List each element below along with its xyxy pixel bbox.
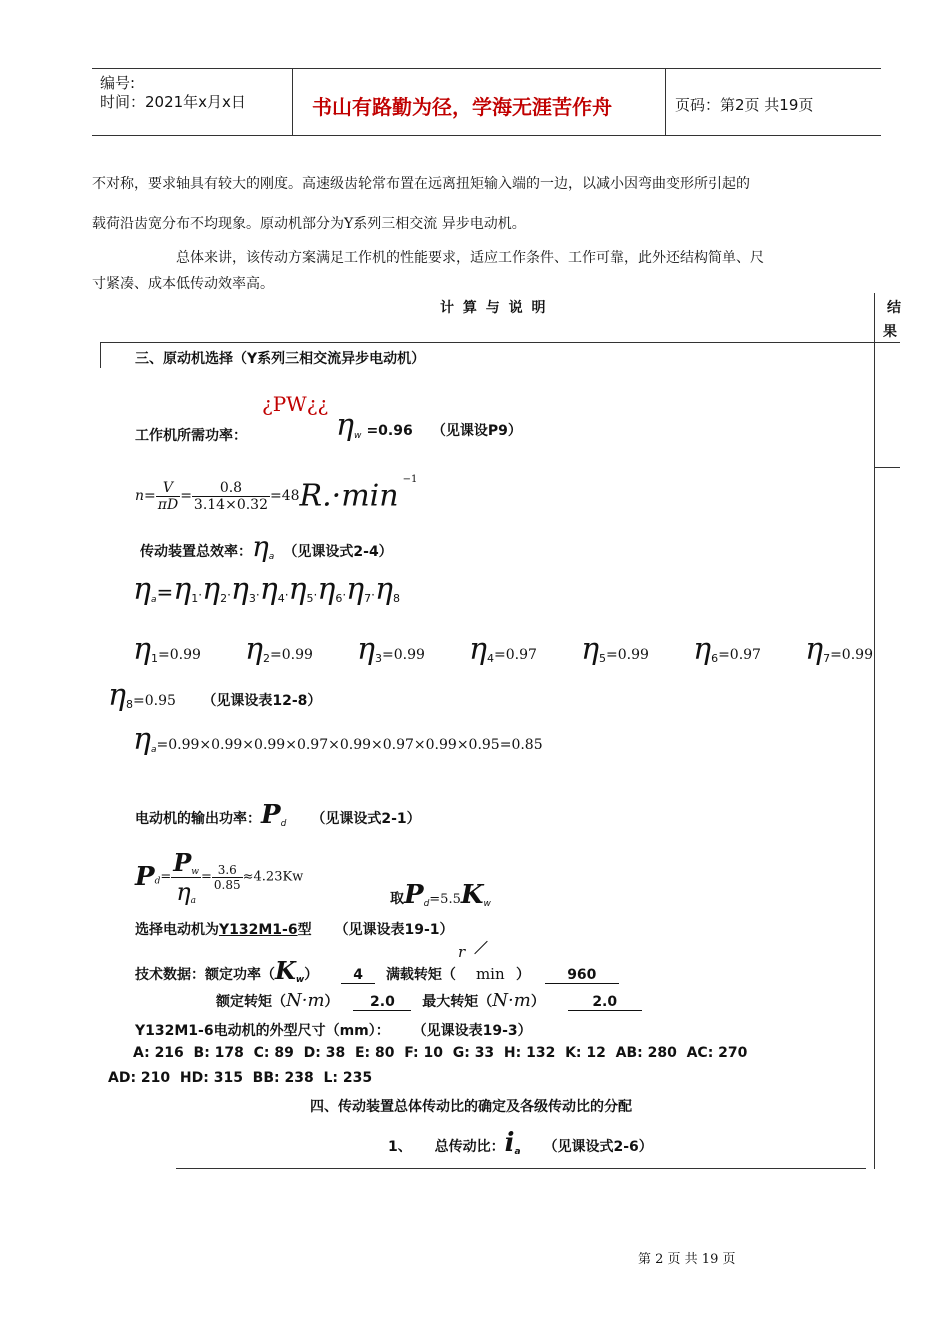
select-motor-ref: （见课设表19-1） — [334, 922, 454, 938]
total-eff-label: 传动装置总效率： — [140, 544, 252, 560]
eta-product-term: $\eta_4\cdot$ — [259, 572, 289, 607]
pd-frac-2: $\frac{3.6}{0.85}$ — [213, 862, 241, 892]
eta-product-term: $\eta_8$ — [374, 572, 400, 607]
table-header-bottom-border — [100, 342, 900, 343]
header-top-border — [92, 68, 881, 69]
eta-value-item: $\eta_2=0.99$ — [245, 632, 313, 667]
unit-slash — [474, 941, 487, 954]
eta-product-term: $\eta_7\cdot$ — [346, 572, 375, 607]
pd-formula: $P_d=$ $\frac{P_w}{\eta_a}$ = $\frac{3.6}{0.85}$ ≈4.23Kw — [135, 848, 304, 906]
total-ratio-line: 1、 总传动比：$i_a$ （见课设式2-6） — [388, 1128, 653, 1158]
result-column-divider — [874, 293, 875, 1169]
pd-result: ≈4.23Kw — [242, 869, 304, 885]
eta-w-ref: （见课设P9） — [431, 423, 522, 439]
eta8-ref: （见课设表12-8） — [202, 693, 322, 709]
intro-line-4: 寸紧凑、成本低传动效率高。 — [92, 276, 274, 292]
column-header-calc: 计 算 与 说 明 — [440, 300, 548, 316]
total-eff-line: 传动装置总效率：$\eta_a$ （见课设式2-4） — [140, 530, 393, 563]
ia-symbol: i — [504, 1128, 515, 1158]
item-number: 1、 — [388, 1139, 412, 1155]
eta-a-symbol: η — [252, 530, 269, 563]
eta-product-term: $\eta_3\cdot$ — [230, 572, 260, 607]
header-bottom-border — [92, 135, 881, 136]
eta-a-calc: $\eta_a=0.99\times 0.99\times 0.99\times 0.97\times 0.99\times 0.97\times 0.99\times 0.95=0.85$ — [133, 722, 543, 757]
eta-value-item: $\eta_6=0.97$ — [693, 632, 761, 667]
full-speed-value: 960 — [545, 967, 619, 984]
tech-label: 技术数据：额定功率（ — [135, 967, 275, 983]
full-speed-label: 满载转矩（ — [385, 967, 456, 983]
eta-value-item: $\eta_1=0.99$ — [133, 632, 201, 667]
header-motto: 书山有路勤为径，学海无涯苦作舟 — [312, 95, 612, 119]
eta-values-row — [133, 632, 873, 667]
eta-value-item: $\eta_7=0.99$ — [805, 632, 873, 667]
column-header-result-1: 结 — [887, 300, 901, 316]
intro-line-3: 总体来讲，该传动方案满足工作机的性能要求，适应工作条件、工作可靠，此外还结构简单、尺 — [176, 250, 764, 266]
take-pd-value: =5.5 — [429, 892, 461, 907]
eta8-value: =0.95 — [132, 693, 176, 709]
motor-model: Y132M1-6 — [219, 922, 298, 938]
eta-value-item: $\eta_4=0.97$ — [469, 632, 537, 667]
n-frac-2: $\frac{0.8}{3.14\times 0.32}$ — [193, 479, 268, 513]
work-power-label: 工作机所需功率： — [135, 428, 247, 444]
rated-torque-label: 额定转矩（ — [216, 994, 286, 1010]
eta-value-item: $\eta_5=0.99$ — [581, 632, 649, 667]
eta-product-term: $\eta_2\cdot$ — [202, 572, 231, 607]
n-lhs: n= — [135, 488, 156, 504]
eta-w-sub: w — [353, 431, 362, 441]
header-code-label: 编号: — [100, 74, 136, 92]
column-header-result-2: 果 — [883, 324, 897, 340]
eta-product-term: $\eta_6\cdot$ — [317, 572, 347, 607]
eta-product-term: $\eta_5\cdot$ — [288, 572, 318, 607]
n-formula: n= $\frac{V}{\pi D}$ = $\frac{0.8}{3.14\times 0.32}$ =48R.·min $^{-1}$ — [135, 474, 418, 514]
dims-line-2: AD: 210 HD: 315 BB: 238 L: 235 — [108, 1070, 373, 1086]
max-torque-label: 最大转矩（ — [422, 994, 493, 1010]
dims-line-1: A: 216 B: 178 C: 89 D: 38 E: 80 F: 10 G: 33 H: 132 K: 12 AB: 280 AC: 270 — [133, 1045, 748, 1061]
rated-power-value: 4 — [341, 967, 375, 984]
garbled-pw-symbol: ¿PW¿¿ — [262, 392, 329, 416]
tech-data-line-2: 额定转矩（N·m） 2.0 最大转矩（N·m） 2.0 — [216, 990, 642, 1011]
eta-product-formula: $\eta_a=\eta_1\cdot\eta_2\cdot\eta_3\cdot\eta_4\cdot\eta_5\cdot\eta_6\cdot\eta_7\cdot\eta_8$ — [133, 572, 400, 607]
dims-title-line: Y132M1-6电动机的外型尺寸（mm）： （见课设表19-3） — [135, 1023, 532, 1039]
n-result: =48 — [270, 488, 300, 504]
section3-title: 三、原动机选择（Y系列三相交流异步电动机） — [135, 351, 426, 367]
motor-out-label: 电动机的输出功率： — [135, 811, 261, 827]
header-divider-right — [665, 68, 666, 136]
footer-page: 第 2 页 共 19 页 — [638, 1252, 736, 1267]
eta-product-term: $\eta_1\cdot$ — [173, 572, 203, 607]
max-torque-value: 2.0 — [568, 994, 642, 1011]
eta-value-item: $\eta_3=0.99$ — [357, 632, 425, 667]
pd-frac-1: $\frac{P_w}{\eta_a}$ — [173, 848, 199, 906]
intro-line-1: 不对称，要求轴具有较大的刚度。高速级齿轮常布置在远离扭矩输入端的一边，以减小因弯曲变形所引起的 — [92, 176, 750, 192]
take-pd-line: 取$P_d=5.5K_w$ — [390, 880, 491, 910]
table-left-stub — [100, 342, 101, 368]
n-exp: −1 — [402, 474, 418, 485]
eta-w-symbol: η — [336, 408, 354, 443]
n-unit: R.·min — [299, 478, 399, 514]
header-page-label: 页码：第2页 共19页 — [675, 96, 814, 114]
section4-title: 四、传动装置总体传动比的确定及各级传动比的分配 — [310, 1099, 632, 1115]
eta8-line: $\eta_8=0.95$ （见课设表12-8） — [108, 678, 322, 713]
rated-torque-value: 2.0 — [353, 994, 411, 1011]
table-bottom-border — [176, 1168, 866, 1169]
total-eff-ref: （见课设式2-4） — [283, 544, 393, 560]
intro-line-2: 载荷沿齿宽分布不均现象。原动机部分为Y系列三相交流 异步电动机。 — [92, 216, 526, 232]
header-time-label: 时间：2021年x月x日 — [100, 93, 246, 111]
result-column-tick — [874, 467, 900, 468]
select-motor-line: 选择电动机为Y132M1-6型 （见课设表19-1） — [135, 922, 454, 938]
pd-symbol: P — [261, 800, 281, 830]
total-ratio-label: 总传动比： — [434, 1139, 505, 1155]
motor-out-line: 电动机的输出功率：$P_d$ （见课设式2-1） — [135, 800, 421, 830]
work-power-line — [135, 405, 247, 444]
eta-w-formula — [336, 408, 522, 443]
dims-ref: （见课设表19-3） — [412, 1023, 532, 1039]
r-per-min-unit: r min — [456, 955, 516, 985]
motor-out-ref: （见课设式2-1） — [311, 811, 421, 827]
total-ratio-ref: （见课设式2-6） — [543, 1139, 653, 1155]
n-frac-1: $\frac{V}{\pi D}$ — [157, 479, 179, 513]
eta-w-value: =0.96 — [366, 423, 413, 439]
header-divider-left — [292, 68, 293, 136]
tech-data-line-1: 技术数据：额定功率$(K_w)$ 4 满载转矩（ r min ） 960 — [135, 955, 619, 985]
